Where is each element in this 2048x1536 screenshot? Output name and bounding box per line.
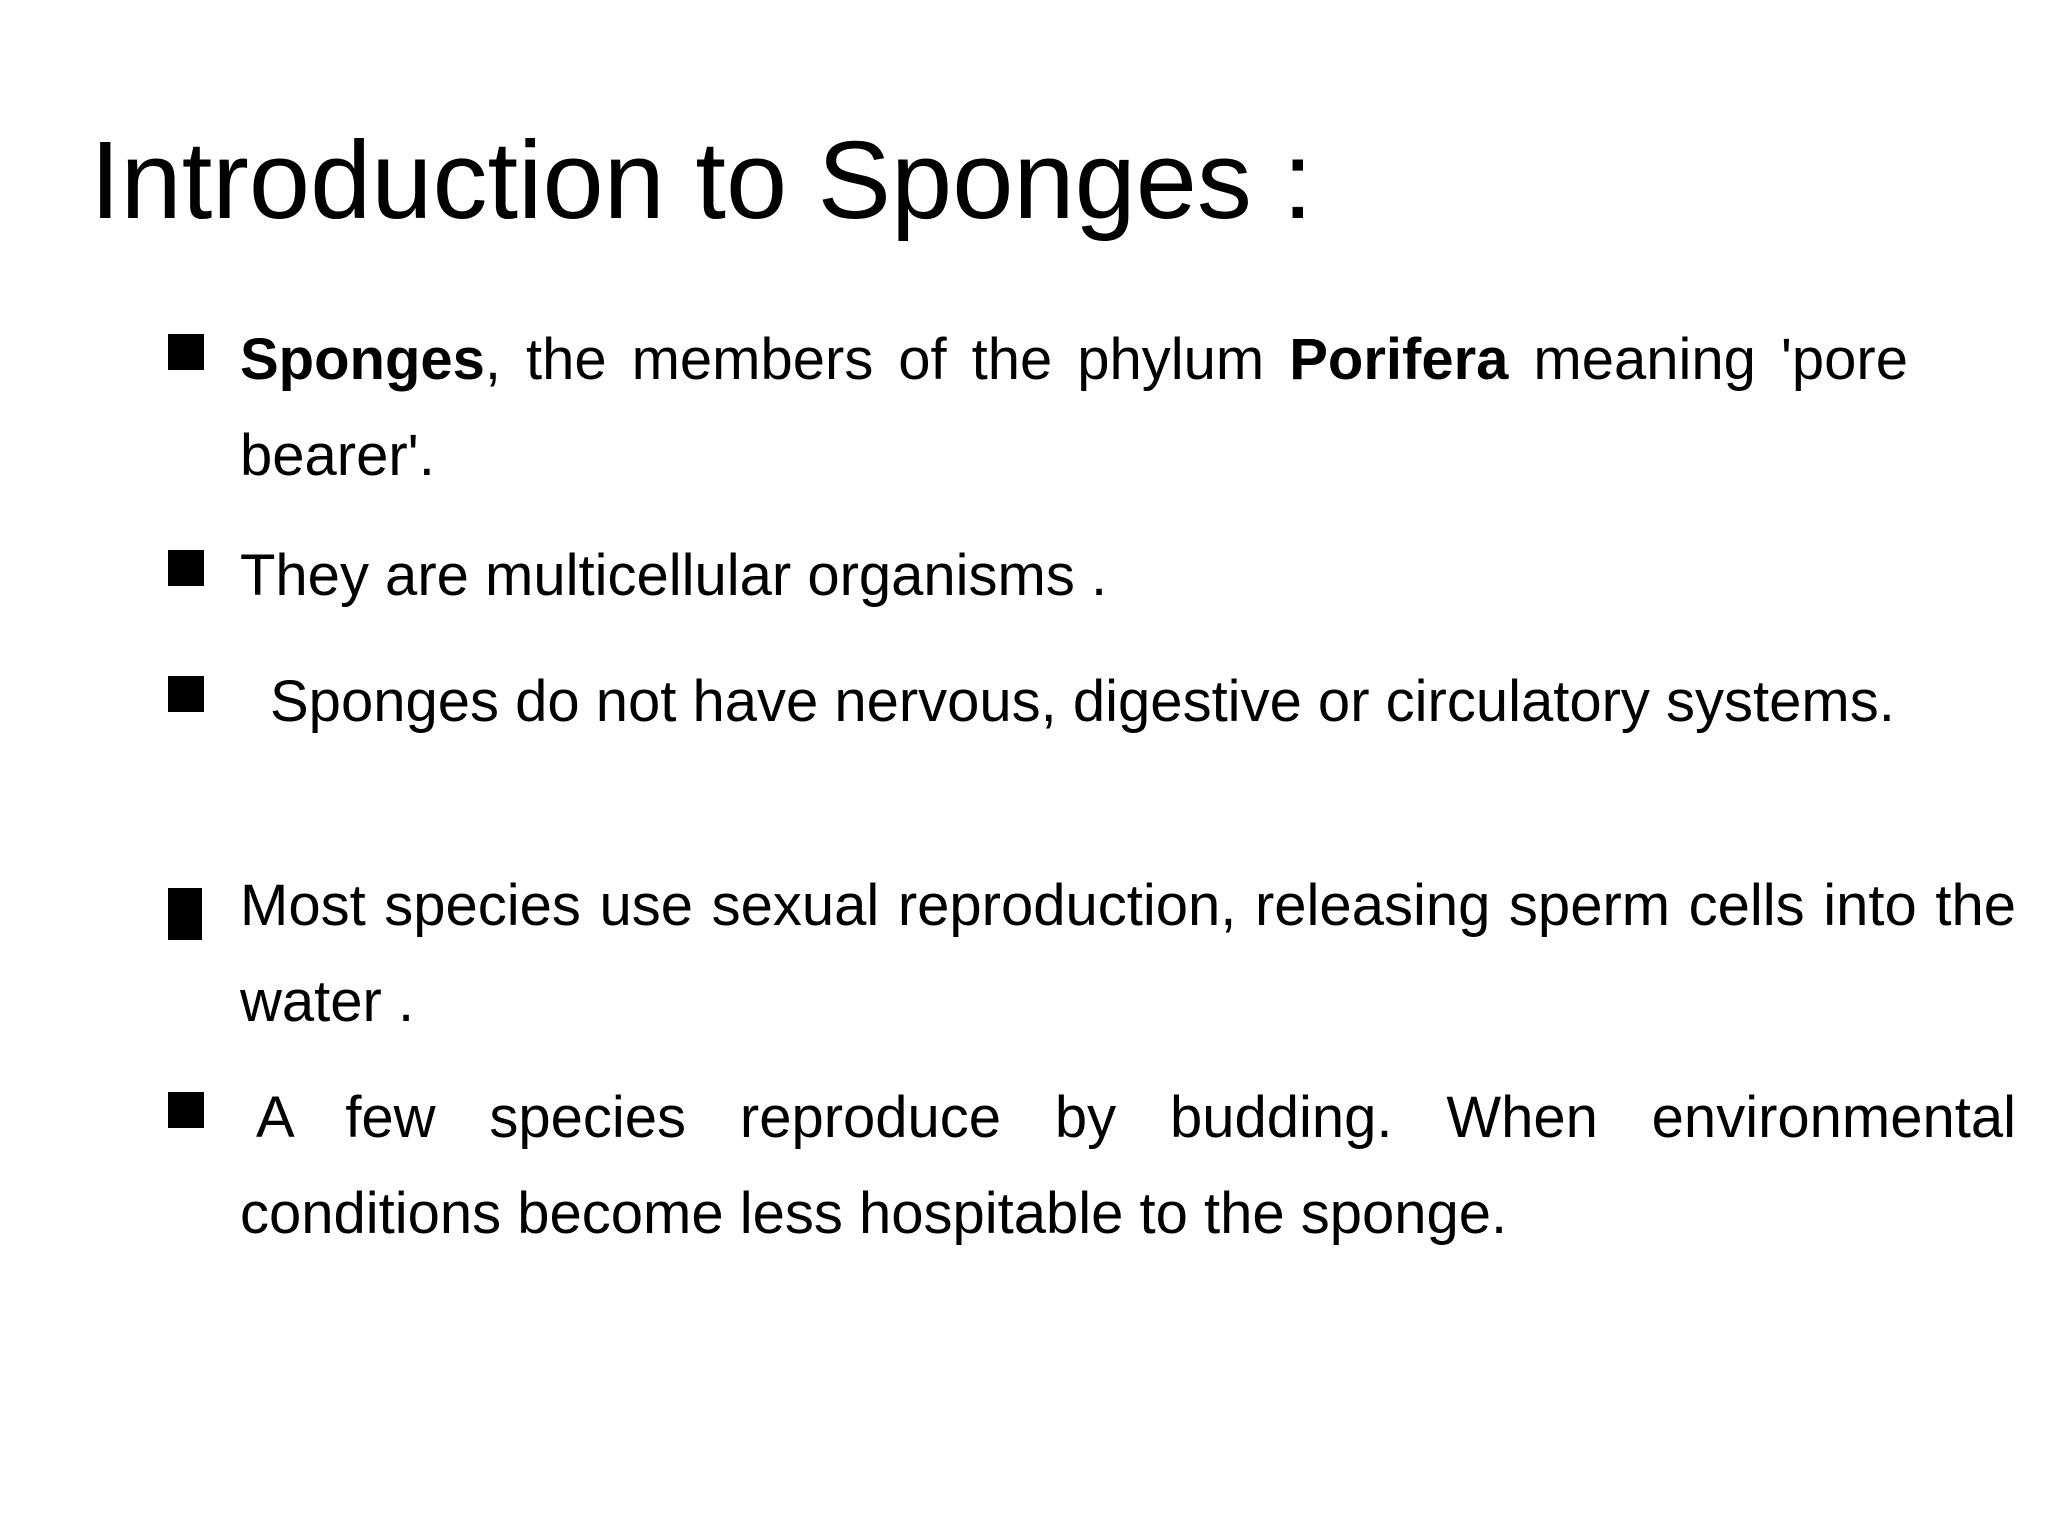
bullet-text-segment: , the members of the phylum [484,327,1290,392]
square-bullet-icon [168,676,204,712]
bullet-text-segment: A few species reproduce by budding. When environmental conditions become less hospitable to the sponge. [240,1085,2016,1246]
bullet-text: Most species use sexual reproduction, releasing sperm cells into the water . [240,873,2016,1034]
square-bullet-icon [168,1092,204,1128]
bullet-text [240,1070,2016,1262]
square-bullet-icon [168,334,204,370]
bullet-text: They are multicellular organisms . [240,543,1108,608]
bullet-text-segment: Sponges do not have nervous, digestive or circulatory systems. [270,669,1895,734]
square-bullet-icon [168,550,204,586]
slide-title: Introduction to Sponges : [90,119,1314,242]
bullet-text-segment: meaning 'pore bearer'. [240,327,1908,488]
bullet-text [240,654,1908,750]
bullet-text [240,312,1908,504]
bold-term: Porifera [1289,327,1509,392]
square-bullet-icon [168,888,202,940]
bold-term: Sponges [240,327,485,392]
